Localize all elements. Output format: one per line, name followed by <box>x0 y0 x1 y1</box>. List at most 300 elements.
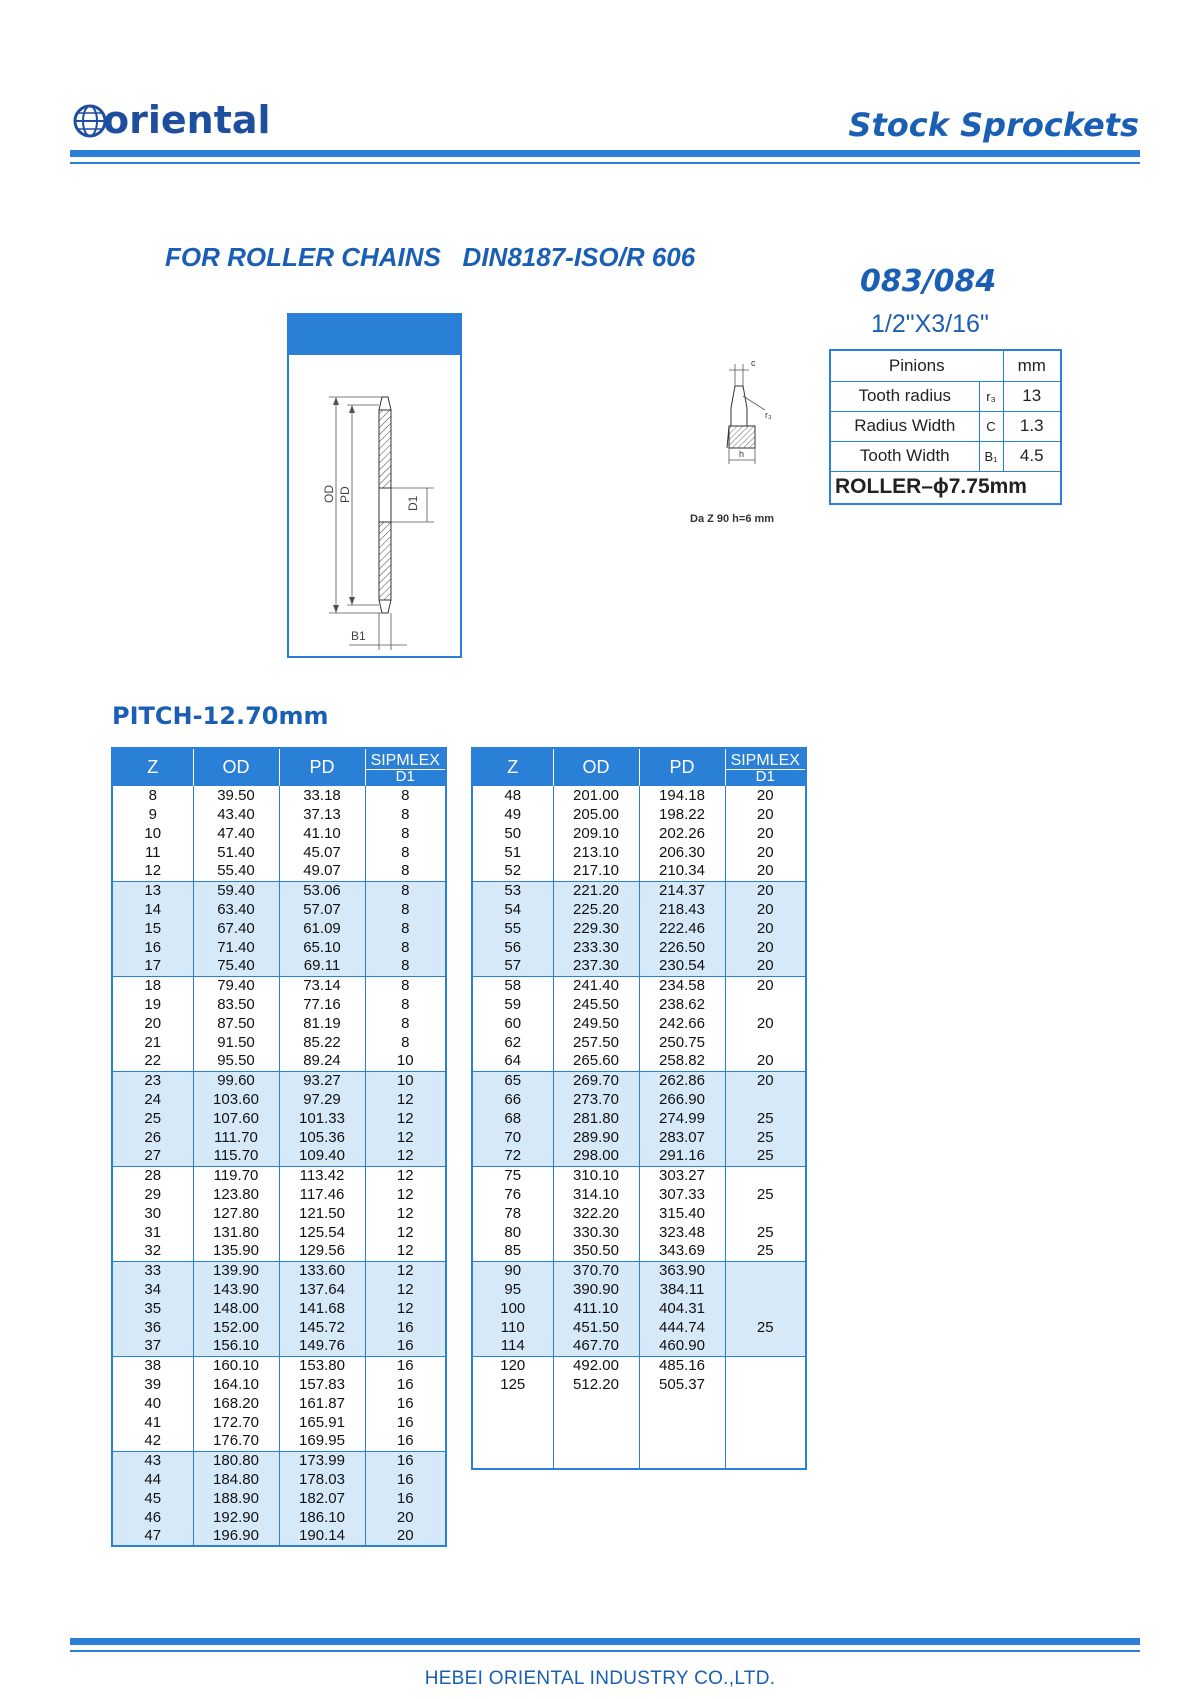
table-row <box>112 881 446 900</box>
cell-pd: 153.80 <box>279 1356 365 1375</box>
cell-od: 245.50 <box>553 995 639 1014</box>
cell-od: 55.40 <box>193 862 279 881</box>
cell-d1: 16 <box>365 1432 446 1451</box>
cell-pd: 173.99 <box>279 1451 365 1470</box>
cell-pd: 113.42 <box>279 1166 365 1185</box>
cell-d1 <box>725 1299 806 1318</box>
table-row <box>112 1527 446 1546</box>
table-row <box>112 1318 446 1337</box>
cell-pd: 133.60 <box>279 1261 365 1280</box>
cell-pd: 238.62 <box>639 995 725 1014</box>
table-row <box>112 1394 446 1413</box>
pinions-value: 1.3 <box>1003 411 1061 441</box>
cell-pd: 222.46 <box>639 919 725 938</box>
table-row <box>472 957 806 976</box>
pinions-table <box>829 349 1062 505</box>
cell-d1: 25 <box>725 1147 806 1166</box>
cell-od: 39.50 <box>193 786 279 805</box>
cell-od: 152.00 <box>193 1318 279 1337</box>
pinions-label: Tooth radius <box>830 381 979 411</box>
cell-z: 25 <box>112 1109 193 1128</box>
cell-od: 201.00 <box>553 786 639 805</box>
table-row <box>472 976 806 995</box>
header-rule <box>70 150 1140 157</box>
drawing-header-band <box>289 315 460 355</box>
cell-z: 31 <box>112 1223 193 1242</box>
cell-d1 <box>725 995 806 1014</box>
cell-pd: 125.54 <box>279 1223 365 1242</box>
cell-z: 16 <box>112 938 193 957</box>
cell-pd: 101.33 <box>279 1109 365 1128</box>
cell-z: 22 <box>112 1052 193 1071</box>
cell-z: 114 <box>472 1337 553 1356</box>
col-od-header: OD <box>193 748 279 786</box>
cell-z: 70 <box>472 1128 553 1147</box>
table-row <box>472 1204 806 1223</box>
cell-pd: 53.06 <box>279 881 365 900</box>
cell-od: 257.50 <box>553 1033 639 1052</box>
cell-pd: 323.48 <box>639 1223 725 1242</box>
cell-z: 48 <box>472 786 553 805</box>
table-row <box>112 1185 446 1204</box>
table-row <box>112 919 446 938</box>
cell-d1: 20 <box>725 1071 806 1090</box>
cell-pd: 109.40 <box>279 1147 365 1166</box>
cell-d1: 8 <box>365 862 446 881</box>
cell-pd: 303.27 <box>639 1166 725 1185</box>
cell-d1: 8 <box>365 938 446 957</box>
cell-z: 33 <box>112 1261 193 1280</box>
cell-od: 47.40 <box>193 824 279 843</box>
cell-d1: 20 <box>725 881 806 900</box>
table-row <box>112 786 446 805</box>
cell-z: 47 <box>112 1527 193 1546</box>
cell-od: 205.00 <box>553 805 639 824</box>
table-row <box>112 900 446 919</box>
cell-pd: 105.36 <box>279 1128 365 1147</box>
table-row <box>112 1071 446 1090</box>
table-row <box>112 1090 446 1109</box>
globe-icon <box>73 100 107 140</box>
cell-z: 14 <box>112 900 193 919</box>
cell-od: 156.10 <box>193 1337 279 1356</box>
cell-d1: 20 <box>365 1527 446 1546</box>
cell-pd: 73.14 <box>279 976 365 995</box>
cell-od: 370.70 <box>553 1261 639 1280</box>
table-row <box>112 1432 446 1451</box>
cell-z: 43 <box>112 1451 193 1470</box>
cell-pd: 274.99 <box>639 1109 725 1128</box>
cell-d1: 16 <box>365 1470 446 1489</box>
cell-od: 289.90 <box>553 1128 639 1147</box>
table-row <box>472 1090 806 1109</box>
cell-pd: 41.10 <box>279 824 365 843</box>
cell-od: 265.60 <box>553 1052 639 1071</box>
cell-z: 37 <box>112 1337 193 1356</box>
cell-d1: 8 <box>365 976 446 995</box>
cell-pd: 190.14 <box>279 1527 365 1546</box>
cell-d1: 16 <box>365 1451 446 1470</box>
cell-od: 176.70 <box>193 1432 279 1451</box>
cell-od: 63.40 <box>193 900 279 919</box>
cell-z: 29 <box>112 1185 193 1204</box>
table-row <box>472 1261 806 1280</box>
cell-z: 62 <box>472 1033 553 1052</box>
col-z-header: Z <box>472 748 553 786</box>
cell-pd: 165.91 <box>279 1413 365 1432</box>
cell-d1: 20 <box>725 805 806 824</box>
h-label: h <box>739 449 745 459</box>
pd-dimension-label: PD <box>338 486 352 503</box>
cell-pd: 363.90 <box>639 1261 725 1280</box>
cell-d1 <box>725 1337 806 1356</box>
model-code: 083/084 <box>860 264 997 299</box>
cell-d1: 12 <box>365 1280 446 1299</box>
d1-label: D1 <box>726 769 806 784</box>
cell-od: 180.80 <box>193 1451 279 1470</box>
cell-z: 57 <box>472 957 553 976</box>
cell-od: 241.40 <box>553 976 639 995</box>
cell-od: 184.80 <box>193 1470 279 1489</box>
table-row <box>112 1242 446 1261</box>
cell-d1: 16 <box>365 1318 446 1337</box>
cell-z: 42 <box>112 1432 193 1451</box>
cell-od: 143.90 <box>193 1280 279 1299</box>
cell-d1: 12 <box>365 1147 446 1166</box>
cell-pd: 61.09 <box>279 919 365 938</box>
cell-pd: 57.07 <box>279 900 365 919</box>
cell-d1: 16 <box>365 1356 446 1375</box>
cell-d1: 25 <box>725 1109 806 1128</box>
cell-z: 36 <box>112 1318 193 1337</box>
cell-d1: 20 <box>725 786 806 805</box>
empty-cell <box>639 1394 725 1469</box>
table-row <box>472 1318 806 1337</box>
cell-od: 237.30 <box>553 957 639 976</box>
cell-d1: 12 <box>365 1204 446 1223</box>
cell-pd: 121.50 <box>279 1204 365 1223</box>
cell-od: 135.90 <box>193 1242 279 1261</box>
pinions-label: Tooth Width <box>830 441 979 471</box>
table-row <box>112 1489 446 1508</box>
table-row <box>472 995 806 1014</box>
cell-z: 125 <box>472 1375 553 1394</box>
cell-od: 107.60 <box>193 1109 279 1128</box>
table-row <box>472 1337 806 1356</box>
cell-d1: 8 <box>365 995 446 1014</box>
cell-pd: 266.90 <box>639 1090 725 1109</box>
cell-z: 120 <box>472 1356 553 1375</box>
model-size: 1/2"X3/16" <box>871 310 989 338</box>
cell-od: 411.10 <box>553 1299 639 1318</box>
table-row <box>472 1033 806 1052</box>
table-row <box>112 1166 446 1185</box>
pinions-row <box>830 441 1061 471</box>
cell-od: 492.00 <box>553 1356 639 1375</box>
cell-z: 34 <box>112 1280 193 1299</box>
cell-z: 80 <box>472 1223 553 1242</box>
cell-pd: 161.87 <box>279 1394 365 1413</box>
cell-z: 53 <box>472 881 553 900</box>
cell-od: 139.90 <box>193 1261 279 1280</box>
cell-pd: 137.64 <box>279 1280 365 1299</box>
cell-d1: 8 <box>365 900 446 919</box>
cell-pd: 178.03 <box>279 1470 365 1489</box>
cell-z: 78 <box>472 1204 553 1223</box>
cell-od: 172.70 <box>193 1413 279 1432</box>
cell-z: 55 <box>472 919 553 938</box>
table-row <box>112 1280 446 1299</box>
pitch-heading: PITCH-12.70mm <box>112 702 329 730</box>
table-row <box>472 824 806 843</box>
cell-z: 40 <box>112 1394 193 1413</box>
table-row <box>472 900 806 919</box>
cell-od: 273.70 <box>553 1090 639 1109</box>
pinions-symbol: r₃ <box>979 381 1003 411</box>
table-body-left <box>112 786 446 1546</box>
cell-od: 79.40 <box>193 976 279 995</box>
cell-d1: 12 <box>365 1299 446 1318</box>
cell-pd: 182.07 <box>279 1489 365 1508</box>
table-body-right <box>472 786 806 1469</box>
cell-d1 <box>725 1033 806 1052</box>
cell-pd: 93.27 <box>279 1071 365 1090</box>
cell-z: 66 <box>472 1090 553 1109</box>
c-label: c <box>751 358 756 368</box>
cell-z: 64 <box>472 1052 553 1071</box>
cell-od: 103.60 <box>193 1090 279 1109</box>
cell-od: 229.30 <box>553 919 639 938</box>
tooth-profile-diagram <box>705 356 805 481</box>
cell-z: 26 <box>112 1128 193 1147</box>
cell-pd: 234.58 <box>639 976 725 995</box>
cell-d1: 10 <box>365 1071 446 1090</box>
table-row <box>112 862 446 881</box>
cell-d1 <box>725 1375 806 1394</box>
pinions-row <box>830 381 1061 411</box>
table-row <box>472 1280 806 1299</box>
cell-z: 46 <box>112 1508 193 1527</box>
cell-pd: 49.07 <box>279 862 365 881</box>
cell-z: 59 <box>472 995 553 1014</box>
sipmlex-label: SIPMLEX <box>730 751 800 769</box>
cell-d1: 20 <box>725 900 806 919</box>
cell-z: 75 <box>472 1166 553 1185</box>
cell-pd: 291.16 <box>639 1147 725 1166</box>
table-row <box>112 1052 446 1071</box>
cell-pd: 250.75 <box>639 1033 725 1052</box>
logo-wordmark: oriental <box>103 98 271 142</box>
cell-d1: 8 <box>365 786 446 805</box>
cell-z: 27 <box>112 1147 193 1166</box>
table-row <box>112 1109 446 1128</box>
cell-od: 390.90 <box>553 1280 639 1299</box>
cell-d1: 12 <box>365 1223 446 1242</box>
cell-z: 100 <box>472 1299 553 1318</box>
cell-pd: 258.82 <box>639 1052 725 1071</box>
cell-od: 467.70 <box>553 1337 639 1356</box>
cell-d1 <box>725 1090 806 1109</box>
empty-cell <box>553 1394 639 1469</box>
table-row <box>112 1470 446 1489</box>
table-row <box>472 1299 806 1318</box>
pinions-row <box>830 411 1061 441</box>
table-row <box>472 1052 806 1071</box>
pinions-value: 4.5 <box>1003 441 1061 471</box>
cell-pd: 307.33 <box>639 1185 725 1204</box>
table-row <box>112 843 446 862</box>
cell-od: 119.70 <box>193 1166 279 1185</box>
table-row <box>112 1375 446 1394</box>
table-filler-row <box>472 1394 806 1469</box>
cell-z: 23 <box>112 1071 193 1090</box>
cell-pd: 149.76 <box>279 1337 365 1356</box>
cell-pd: 242.66 <box>639 1014 725 1033</box>
cell-od: 209.10 <box>553 824 639 843</box>
cell-od: 91.50 <box>193 1033 279 1052</box>
table-row <box>112 1033 446 1052</box>
footer-rule <box>70 1638 1140 1645</box>
cell-z: 95 <box>472 1280 553 1299</box>
cell-pd: 444.74 <box>639 1318 725 1337</box>
cell-od: 99.60 <box>193 1071 279 1090</box>
cell-pd: 226.50 <box>639 938 725 957</box>
cell-z: 54 <box>472 900 553 919</box>
cell-z: 11 <box>112 843 193 862</box>
cell-pd: 65.10 <box>279 938 365 957</box>
table-row <box>472 1223 806 1242</box>
pinions-label: Radius Width <box>830 411 979 441</box>
cell-od: 314.10 <box>553 1185 639 1204</box>
col-d1-header <box>725 748 806 786</box>
cell-d1: 12 <box>365 1261 446 1280</box>
table-row <box>472 1166 806 1185</box>
table-row <box>472 786 806 805</box>
cell-od: 164.10 <box>193 1375 279 1394</box>
col-d1-header <box>365 748 446 786</box>
col-pd-header: PD <box>639 748 725 786</box>
cell-pd: 202.26 <box>639 824 725 843</box>
cell-d1: 20 <box>725 938 806 957</box>
cell-d1: 16 <box>365 1394 446 1413</box>
cell-pd: 85.22 <box>279 1033 365 1052</box>
footer-rule-thin <box>70 1650 1140 1652</box>
cell-pd: 384.11 <box>639 1280 725 1299</box>
cell-z: 21 <box>112 1033 193 1052</box>
table-row <box>112 1261 446 1280</box>
cell-d1 <box>725 1356 806 1375</box>
cell-od: 512.20 <box>553 1375 639 1394</box>
pinions-value: 13 <box>1003 381 1061 411</box>
cell-z: 49 <box>472 805 553 824</box>
cell-d1: 16 <box>365 1337 446 1356</box>
cell-d1: 16 <box>365 1489 446 1508</box>
table-row <box>472 1356 806 1375</box>
cell-d1: 8 <box>365 919 446 938</box>
cell-z: 56 <box>472 938 553 957</box>
table-row <box>112 824 446 843</box>
cell-z: 58 <box>472 976 553 995</box>
od-dimension-label: OD <box>322 485 336 503</box>
cell-pd: 141.68 <box>279 1299 365 1318</box>
cell-od: 281.80 <box>553 1109 639 1128</box>
cell-od: 160.10 <box>193 1356 279 1375</box>
table-row <box>112 957 446 976</box>
page-title: Stock Sprockets <box>848 106 1139 144</box>
cell-z: 65 <box>472 1071 553 1090</box>
cell-d1: 25 <box>725 1128 806 1147</box>
table-row <box>112 1147 446 1166</box>
sprocket-drawing <box>287 313 462 658</box>
cell-pd: 315.40 <box>639 1204 725 1223</box>
cell-z: 15 <box>112 919 193 938</box>
cell-z: 85 <box>472 1242 553 1261</box>
cell-z: 90 <box>472 1261 553 1280</box>
cell-z: 60 <box>472 1014 553 1033</box>
cell-d1 <box>725 1261 806 1280</box>
cell-pd: 97.29 <box>279 1090 365 1109</box>
table-row <box>472 843 806 862</box>
cell-od: 217.10 <box>553 862 639 881</box>
cell-z: 76 <box>472 1185 553 1204</box>
cell-d1: 25 <box>725 1318 806 1337</box>
pinions-header: Pinions <box>830 350 1003 381</box>
table-row <box>112 938 446 957</box>
cell-pd: 194.18 <box>639 786 725 805</box>
cell-od: 233.30 <box>553 938 639 957</box>
table-row <box>112 1223 446 1242</box>
cell-od: 83.50 <box>193 995 279 1014</box>
table-row <box>112 976 446 995</box>
cell-d1: 8 <box>365 843 446 862</box>
cell-z: 32 <box>112 1242 193 1261</box>
cell-od: 213.10 <box>553 843 639 862</box>
cell-od: 298.00 <box>553 1147 639 1166</box>
cell-od: 192.90 <box>193 1508 279 1527</box>
table-row <box>472 1147 806 1166</box>
pinions-unit: mm <box>1003 350 1061 381</box>
cell-d1: 20 <box>725 862 806 881</box>
cell-od: 451.50 <box>553 1318 639 1337</box>
cell-od: 51.40 <box>193 843 279 862</box>
table-row <box>112 1413 446 1432</box>
cell-pd: 262.86 <box>639 1071 725 1090</box>
cell-d1: 12 <box>365 1128 446 1147</box>
cell-z: 44 <box>112 1470 193 1489</box>
cell-pd: 218.43 <box>639 900 725 919</box>
cell-pd: 198.22 <box>639 805 725 824</box>
cell-od: 221.20 <box>553 881 639 900</box>
cell-od: 148.00 <box>193 1299 279 1318</box>
cell-pd: 77.16 <box>279 995 365 1014</box>
cell-pd: 485.16 <box>639 1356 725 1375</box>
table-row <box>112 1299 446 1318</box>
cell-od: 196.90 <box>193 1527 279 1546</box>
cell-pd: 505.37 <box>639 1375 725 1394</box>
cell-od: 67.40 <box>193 919 279 938</box>
cell-pd: 89.24 <box>279 1052 365 1071</box>
sprocket-section-diagram <box>289 355 460 655</box>
table-row <box>472 1014 806 1033</box>
cell-pd: 37.13 <box>279 805 365 824</box>
cell-od: 127.80 <box>193 1204 279 1223</box>
sprocket-table-left <box>111 747 447 1547</box>
cell-d1: 25 <box>725 1223 806 1242</box>
cell-pd: 45.07 <box>279 843 365 862</box>
cell-z: 110 <box>472 1318 553 1337</box>
table-row <box>472 1071 806 1090</box>
cell-z: 72 <box>472 1147 553 1166</box>
